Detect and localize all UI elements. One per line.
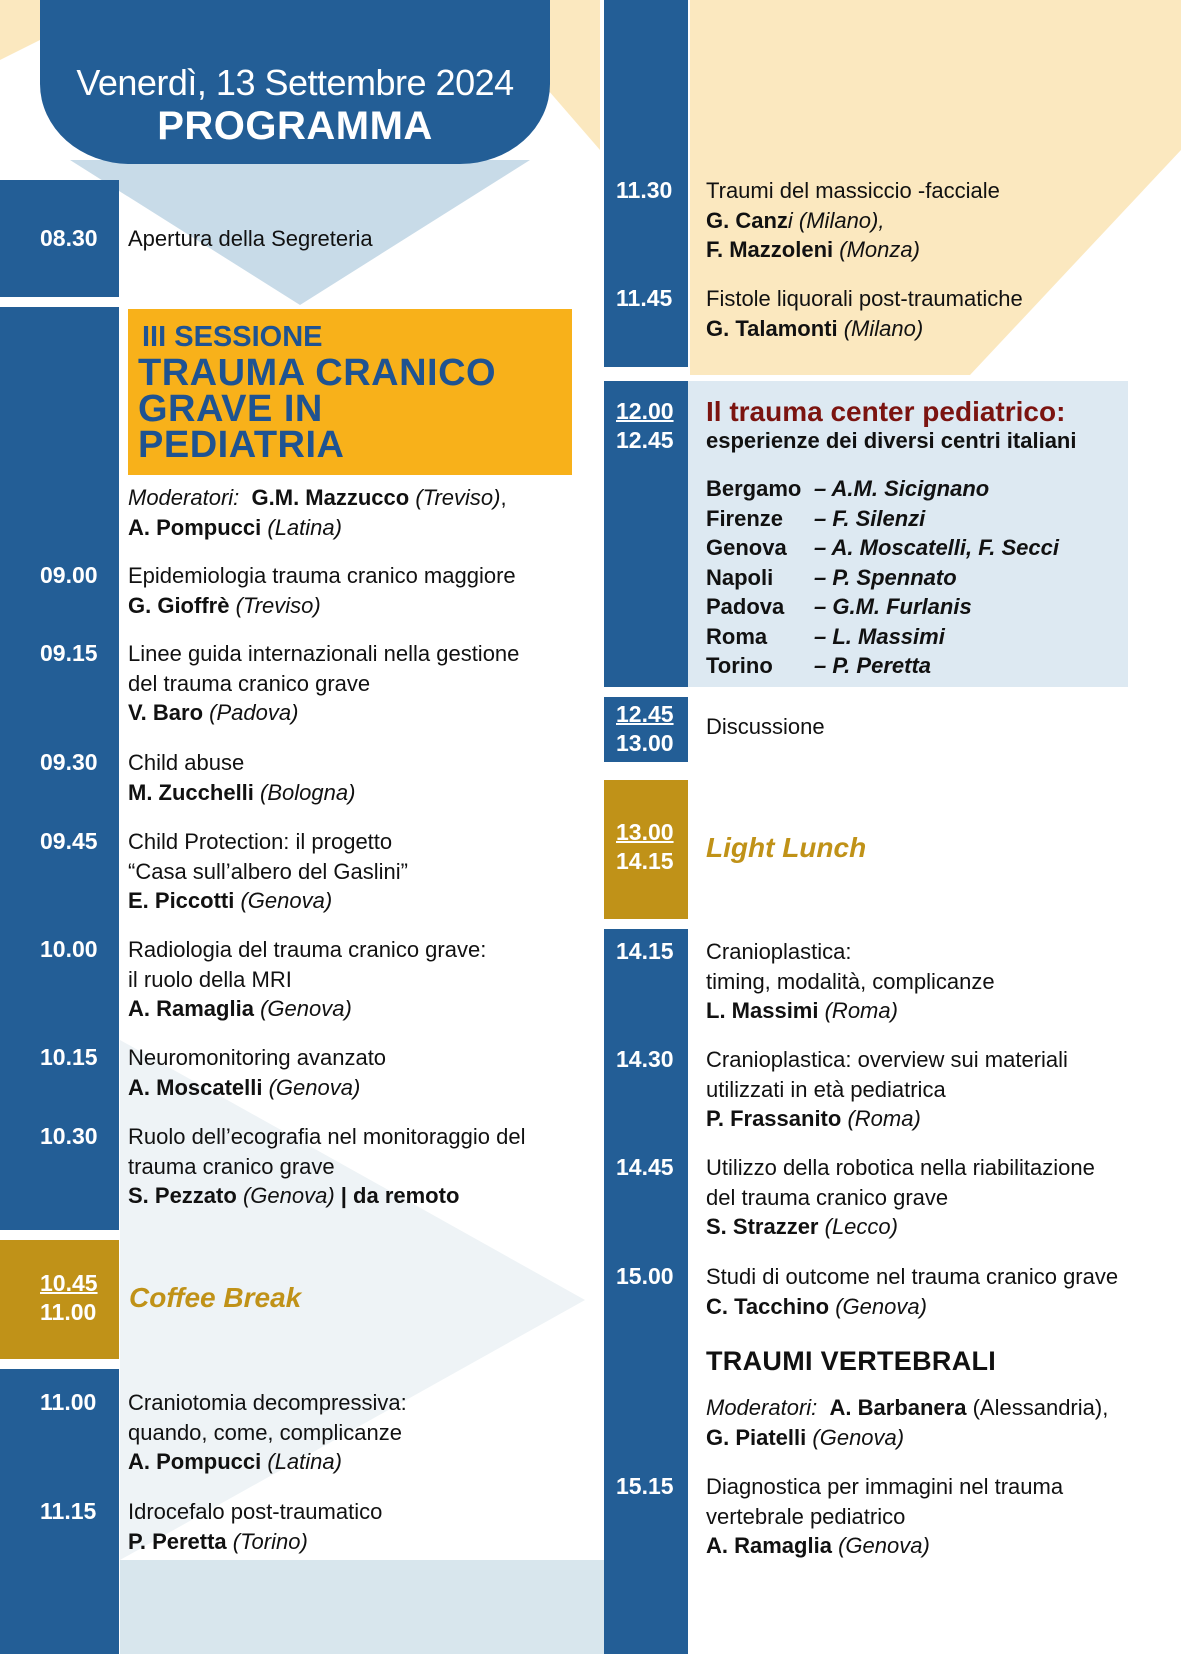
talk-title: Linee guida internazionali nella gestione (128, 641, 520, 666)
time-talk: 09.45 (40, 828, 98, 854)
talk-entry (128, 561, 516, 620)
header-pill (40, 0, 550, 164)
talk-entry (128, 748, 355, 807)
talk-title: trauma cranico grave (128, 1153, 335, 1179)
trauma-center-list (706, 474, 1059, 681)
center-city: Torino (706, 653, 773, 678)
time-talk: 10.15 (40, 1044, 98, 1070)
talk-speaker: M. Zucchelli (128, 779, 254, 805)
talk-entry (706, 284, 1023, 343)
session-title-line: PEDIATRIA (138, 424, 345, 466)
talk-title: “Casa sull’albero del Gaslini” (128, 858, 409, 884)
session-title-line: TRAUMA CRANICO (138, 352, 497, 394)
talk-speaker: P. Peretta (128, 1528, 227, 1554)
time-talk: 11.00 (40, 1389, 97, 1415)
center-names: – A.M. Sicignano (814, 476, 990, 501)
moderators-right (706, 1393, 1108, 1452)
talk-entry (128, 1043, 386, 1102)
talk-title: Cranioplastica: (706, 939, 852, 964)
talk-entry (706, 937, 995, 1026)
moderator-affiliation: (Latina) (267, 514, 342, 540)
center-names: – L. Massimi (814, 623, 945, 649)
talk-affiliation: (Milano), (792, 207, 885, 233)
center-city: Firenze (706, 505, 784, 531)
list-item (706, 592, 1059, 622)
talk-entry (128, 827, 408, 916)
time-discussion (616, 700, 674, 758)
center-names: – F. Silenzi (814, 505, 926, 531)
time-talk: 15.15 (616, 1473, 674, 1499)
time-talk: 10.00 (40, 936, 98, 962)
talk-title: quando, come, complicanze (128, 1419, 402, 1445)
coffee-break-label: Coffee Break (129, 1282, 302, 1313)
talk-affiliation: (Padova) (209, 700, 299, 725)
talk-title: Idrocefalo post-traumatico (128, 1499, 383, 1524)
trauma-center-subtitle: esperienze dei diversi centri italiani (706, 428, 1077, 453)
talk-affiliation: (Lecco) (824, 1214, 898, 1239)
talk-speaker: A. Ramaglia (706, 1533, 832, 1558)
time-talk: 11.15 (40, 1498, 97, 1524)
center-city: Padova (706, 594, 785, 619)
talk-title: timing, modalità, complicanze (706, 968, 995, 994)
talk-speaker: S. Pezzato (128, 1183, 237, 1208)
talk-speaker-tail: i (787, 207, 793, 233)
time-start: 12.45 (616, 701, 674, 727)
talk-entry (128, 1122, 525, 1211)
center-names: – P. Peretta (814, 653, 932, 678)
talk-entry (128, 1388, 407, 1477)
talk-speaker: C. Tacchino (706, 1293, 830, 1319)
time-lunch (616, 818, 674, 876)
time-talk: 14.30 (616, 1046, 674, 1072)
talk-affiliation: (Milano) (843, 315, 924, 341)
talk-entry (128, 639, 519, 728)
time-coffee-break (40, 1269, 98, 1327)
time-end: 14.15 (616, 848, 674, 874)
talk-affiliation: (Monza) (839, 237, 920, 262)
time-talk: 11.30 (616, 177, 673, 203)
talk-speaker: G. Gioffrè (128, 592, 230, 618)
center-names: – A. Moscatelli, F. Secci (814, 535, 1059, 560)
moderator-name: A. Barbanera (829, 1395, 967, 1420)
time-start: 12.00 (616, 398, 674, 424)
talk-title: Ruolo dell’ecografia nel monitoraggio del (128, 1124, 526, 1149)
time-talk: 14.15 (616, 938, 674, 964)
talk-title: del trauma cranico grave (128, 670, 371, 696)
moderators-prefix: Moderatori: (706, 1395, 818, 1420)
talk-speaker: G. Canz (706, 207, 788, 233)
talk-speaker: P. Frassanito (706, 1106, 842, 1131)
center-city: Bergamo (706, 476, 802, 501)
section-heading-vertebral: TRAUMI VERTEBRALI (706, 1346, 997, 1376)
time-talk: 10.30 (40, 1123, 98, 1149)
talk-entry (128, 935, 486, 1024)
talk-title: Craniotomia decompressiva: (128, 1390, 407, 1415)
talk-affiliation: (Roma) (824, 998, 898, 1023)
talk-entry (706, 1472, 1063, 1561)
center-names: – G.M. Furlanis (814, 594, 972, 619)
session-box (128, 309, 572, 475)
talk-title: Studi di outcome nel trauma cranico grave (706, 1264, 1119, 1289)
talk-affiliation: (Genova) (268, 1074, 361, 1100)
talk-speaker: V. Baro (128, 700, 204, 725)
header-title: PROGRAMMA (157, 104, 433, 148)
list-item (706, 622, 1059, 652)
talk-title: Fistole liquorali post-traumatiche (706, 286, 1023, 311)
moderators-left (128, 483, 507, 542)
center-city: Roma (706, 623, 768, 649)
moderator-name: G. Piatelli (706, 1424, 807, 1450)
list-item (706, 651, 1059, 681)
center-city: Napoli (706, 564, 774, 590)
talk-affiliation: (Genova) (240, 888, 333, 913)
talk-title: Cranioplastica: overview sui materiali (706, 1047, 1068, 1072)
center-city: Genova (706, 535, 787, 560)
talk-entry (706, 1153, 1095, 1242)
lunch-label: Light Lunch (706, 832, 867, 863)
talk-speaker: A. Ramaglia (128, 996, 254, 1021)
talk-speaker: L. Massimi (706, 998, 819, 1023)
opening-title: Apertura della Segreteria (128, 226, 373, 251)
talk-affiliation: (Latina) (267, 1449, 342, 1474)
talk-title: Radiologia del trauma cranico grave: (128, 937, 487, 962)
discussion-label: Discussione (706, 714, 825, 739)
talk-entry (128, 1497, 382, 1556)
talk-speaker: A. Moscatelli (128, 1074, 263, 1100)
time-talk: 15.00 (616, 1263, 674, 1289)
session-title-line: GRAVE IN (138, 388, 323, 430)
talk-title: Traumi del massiccio -facciale (706, 178, 1000, 203)
list-item (706, 504, 1059, 534)
talk-speaker: E. Piccotti (128, 888, 235, 913)
talk-title: il ruolo della MRI (128, 966, 292, 992)
trauma-center-title: Il trauma center pediatrico: (706, 396, 1066, 427)
talk-affiliation: (Genova) (838, 1533, 930, 1558)
talk-speaker: G. Talamonti (706, 315, 838, 341)
talk-affiliation: (Genova) (835, 1293, 927, 1319)
time-end: 11.00 (40, 1299, 97, 1325)
time-end: 12.45 (616, 427, 674, 453)
time-talk: 09.00 (40, 562, 98, 588)
moderator-affiliation: (Treviso) (415, 485, 501, 510)
talk-title: vertebrale pediatrico (706, 1503, 906, 1529)
time-talk: 09.30 (40, 749, 98, 775)
talk-affiliation: (Torino) (232, 1528, 308, 1554)
talk-affiliation: (Genova) (260, 996, 352, 1021)
pale-strip-bottom (120, 1560, 604, 1654)
moderator-separator: , (500, 485, 507, 510)
time-start: 13.00 (616, 819, 674, 845)
moderator-affiliation: (Alessandria), (972, 1395, 1109, 1420)
talk-remote-note: | da remoto (334, 1183, 460, 1208)
talk-title: Child abuse (128, 750, 245, 775)
talk-entry (706, 176, 1000, 265)
talk-speaker: F. Mazzoleni (706, 237, 834, 262)
talk-title: Epidemiologia trauma cranico maggiore (128, 563, 516, 588)
moderator-name: G.M. Mazzucco (251, 485, 410, 510)
talk-title: utilizzati in età pediatrica (706, 1076, 946, 1102)
time-end: 13.00 (616, 730, 674, 756)
talk-affiliation: (Roma) (847, 1106, 921, 1131)
header-date: Venerdì, 13 Settembre 2024 (76, 62, 514, 103)
talk-speaker: S. Strazzer (706, 1214, 819, 1239)
moderator-affiliation: (Genova) (812, 1424, 905, 1450)
time-opening: 08.30 (40, 225, 98, 251)
talk-affiliation: (Bologna) (260, 779, 356, 805)
session-title (138, 352, 497, 466)
list-item (706, 563, 1059, 593)
talk-title: Utilizzo della robotica nella riabilitazione (706, 1155, 1095, 1180)
talk-title: Child Protection: il progetto (128, 829, 393, 854)
time-talk: 11.45 (616, 285, 673, 311)
session-label: III SESSIONE (142, 321, 323, 353)
talk-title: Neuromonitoring avanzato (128, 1045, 387, 1070)
moderators-prefix: Moderatori: (128, 485, 240, 510)
list-item (706, 533, 1059, 563)
right-bar-afternoon (604, 929, 688, 1654)
list-item (706, 474, 1059, 504)
center-names: – P. Spennato (814, 564, 957, 590)
time-talk: 14.45 (616, 1154, 674, 1180)
talk-entry (706, 1262, 1118, 1321)
talk-affiliation: (Genova) (242, 1183, 335, 1208)
talk-title: Diagnostica per immagini nel trauma (706, 1474, 1064, 1499)
talk-speaker: A. Pompucci (128, 1449, 262, 1474)
time-start: 10.45 (40, 1270, 98, 1296)
moderator-name: A. Pompucci (128, 514, 262, 540)
talk-affiliation: (Treviso) (235, 592, 321, 618)
time-talk: 09.15 (40, 640, 98, 666)
talk-title: del trauma cranico grave (706, 1184, 949, 1210)
time-trauma-center (616, 397, 674, 455)
talk-entry (706, 1045, 1068, 1134)
